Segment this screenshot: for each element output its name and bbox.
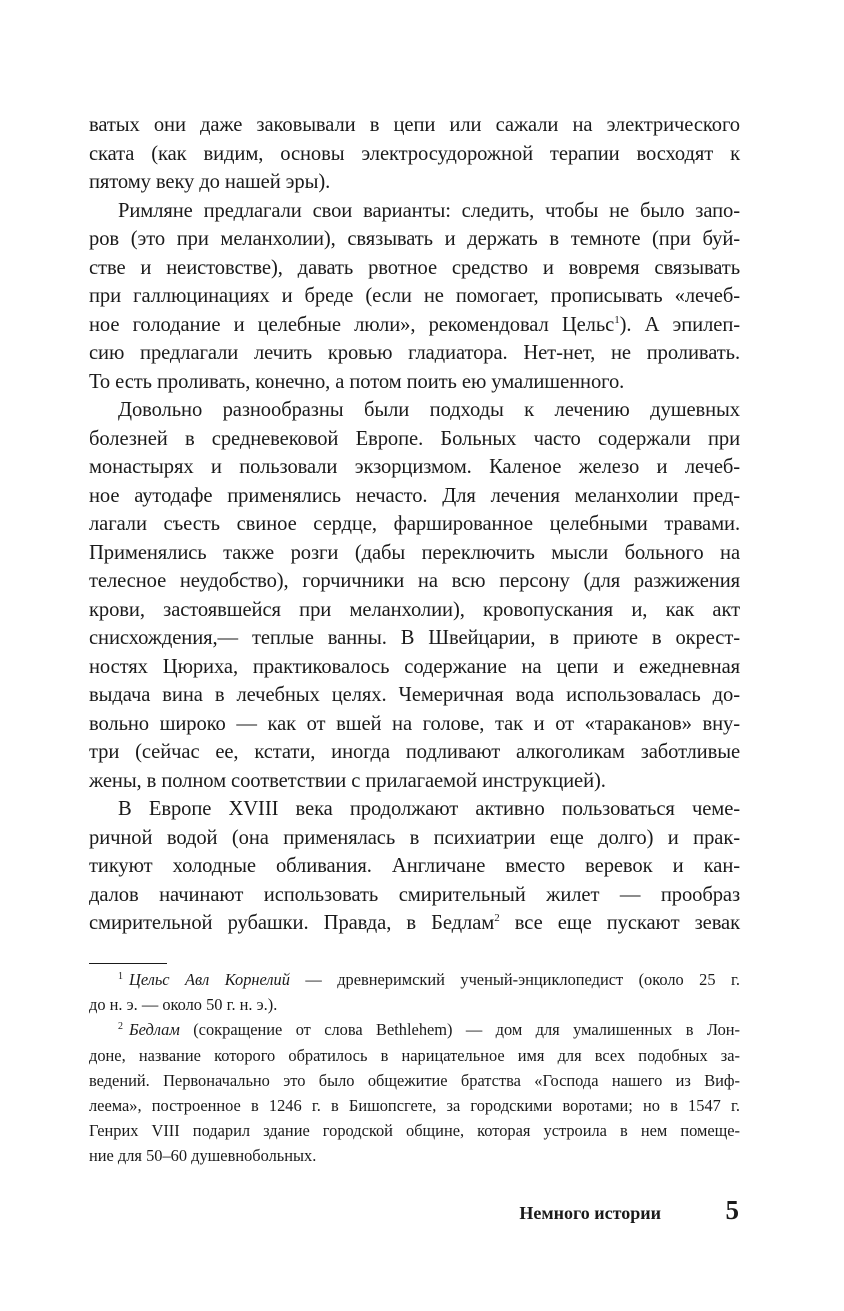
footnote-line [89, 1017, 740, 1042]
text-line: телесное неудобство), горчичники на всю персону (для разжижения [89, 570, 740, 592]
footnote-1 [89, 967, 740, 1017]
text-line: ров (это при меланхолии), связывать и держать в темноте (при буй- [89, 228, 740, 250]
page-number: 5 [725, 1195, 739, 1225]
text-line: три (сейчас ее, кстати, иногда подливают алкоголикам заботливые [89, 741, 740, 763]
text-line: ватых они даже заковывали в цепи или сажали на электрического [89, 114, 740, 136]
text-line: В Европе XVIII века продолжают активно пользоваться чеме- [118, 798, 740, 820]
text-line-with-footnote-ref [89, 909, 740, 938]
text-line: монастырях и пользовали экзорцизмом. Каленое железо и лечеб- [89, 456, 740, 478]
text-line: тикуют холодные обливания. Англичане вместо веревок и кан- [89, 855, 740, 877]
text-fragment: все еще пускают зевак [499, 912, 740, 934]
text-line: То есть проливать, конечно, а потом поить ею умалишенного. [89, 370, 625, 393]
text-line: выдача вина в лечебных целях. Чемеричная вода использовалась до- [89, 684, 740, 706]
footnote-line: ние для 50–60 душевнобольных. [89, 1146, 317, 1166]
footnote-line: ведений. Первоначально это было общежитие братства «Господа нашего из Виф- [89, 1070, 740, 1090]
text-line: ската (как видим, основы электросудорожной терапии восходят к [89, 142, 740, 165]
footnote-reference-2[interactable]: 2 [494, 912, 500, 924]
text-line: вольно широко — как от вшей на голове, так и от «тараканов» вну- [89, 712, 740, 735]
footnote-text: (сокращение от слова Bethlehem) — дом для умалишенных в Лон- [179, 1020, 740, 1040]
text-line: Римляне предлагали свои варианты: следить, чтобы не было запо- [118, 199, 740, 222]
footnote-line [89, 967, 740, 992]
footnote-term: Цельс Авл Корнелий [129, 970, 290, 989]
text-line: далов начинают использовать смирительный жилет — прообраз [89, 883, 740, 906]
text-line: жены, в полном соответствии с прилагаемой инструкцией). [89, 769, 606, 792]
text-fragment: смирительной рубашки. Правда, в Бедлам [89, 912, 495, 934]
footnote-line: Генрих VIII подарил здание городской общине, которая устроила в нем помеще- [89, 1121, 740, 1141]
text-line: Довольно разнообразны были подходы к лечению душевных [118, 399, 740, 421]
text-line: крови, застоявшейся при меланхолии), кровопускания и, как акт [89, 598, 740, 621]
footnote-marker: 1 [118, 971, 123, 982]
text-line: снисхождения,— теплые ванны. В Швейцарии, в приюте в окрест- [89, 627, 740, 649]
footnote-marker: 2 [118, 1021, 123, 1033]
text-line: при галлюцинациях и бреде (если не помогает, прописывать «лечеб- [89, 285, 740, 307]
footnote-term: Бедлам [129, 1020, 180, 1040]
running-title: Немного истории [519, 1203, 661, 1223]
text-line: ностях Цюриха, практиковалось содержание на цепи и ежедневная [89, 655, 740, 678]
text-line: ричной водой (она применялась в психиатрии еще долго) и прак- [89, 826, 740, 849]
footnote-2 [89, 1017, 740, 1168]
paragraph-3 [89, 396, 740, 795]
text-line: болезней в средневековой Европе. Больных часто содержали при [89, 427, 740, 450]
text-line-with-footnote-ref [89, 311, 740, 340]
footnotes [89, 967, 740, 1169]
footnote-line: доне, название которого обратилось в нарицательное имя для всех подобных за- [89, 1045, 740, 1065]
paragraph-4 [89, 795, 740, 938]
text-fragment: ное голодание и целебные люли», рекомендовал Цельс [89, 313, 615, 336]
footnote-separator [89, 963, 167, 964]
text-line: сию предлагали лечить кровью гладиатора. Нет-нет, не проливать. [89, 342, 740, 364]
text-line: лагали съесть свиное сердце, фаршированное целебными травами. [89, 513, 740, 535]
paragraph-2 [89, 197, 740, 397]
text-fragment: ). А эпилеп- [619, 313, 740, 336]
footnote-text: — древнеримский ученый-энциклопедист (около 25 г. [289, 970, 740, 989]
paragraph-1 [89, 111, 740, 197]
text-line: Применялись также розги (дабы переключить мысли больного на [89, 541, 740, 564]
text-line: ное аутодафе применялись нечасто. Для лечения меланхолии пред- [89, 484, 740, 507]
footnote-line: леема», построенное в 1246 г. в Бишопсгете, за городскими воротами; но в 1547 г. [89, 1096, 740, 1116]
main-text [89, 111, 740, 938]
footnote-line: до н. э. — около 50 г. н. э.). [89, 995, 278, 1015]
text-line: пятому веку до нашей эры). [89, 171, 331, 193]
footnote-reference-1[interactable]: 1 [614, 313, 620, 326]
text-line: стве и неистовстве), давать рвотное средство и вовремя связывать [89, 256, 740, 279]
